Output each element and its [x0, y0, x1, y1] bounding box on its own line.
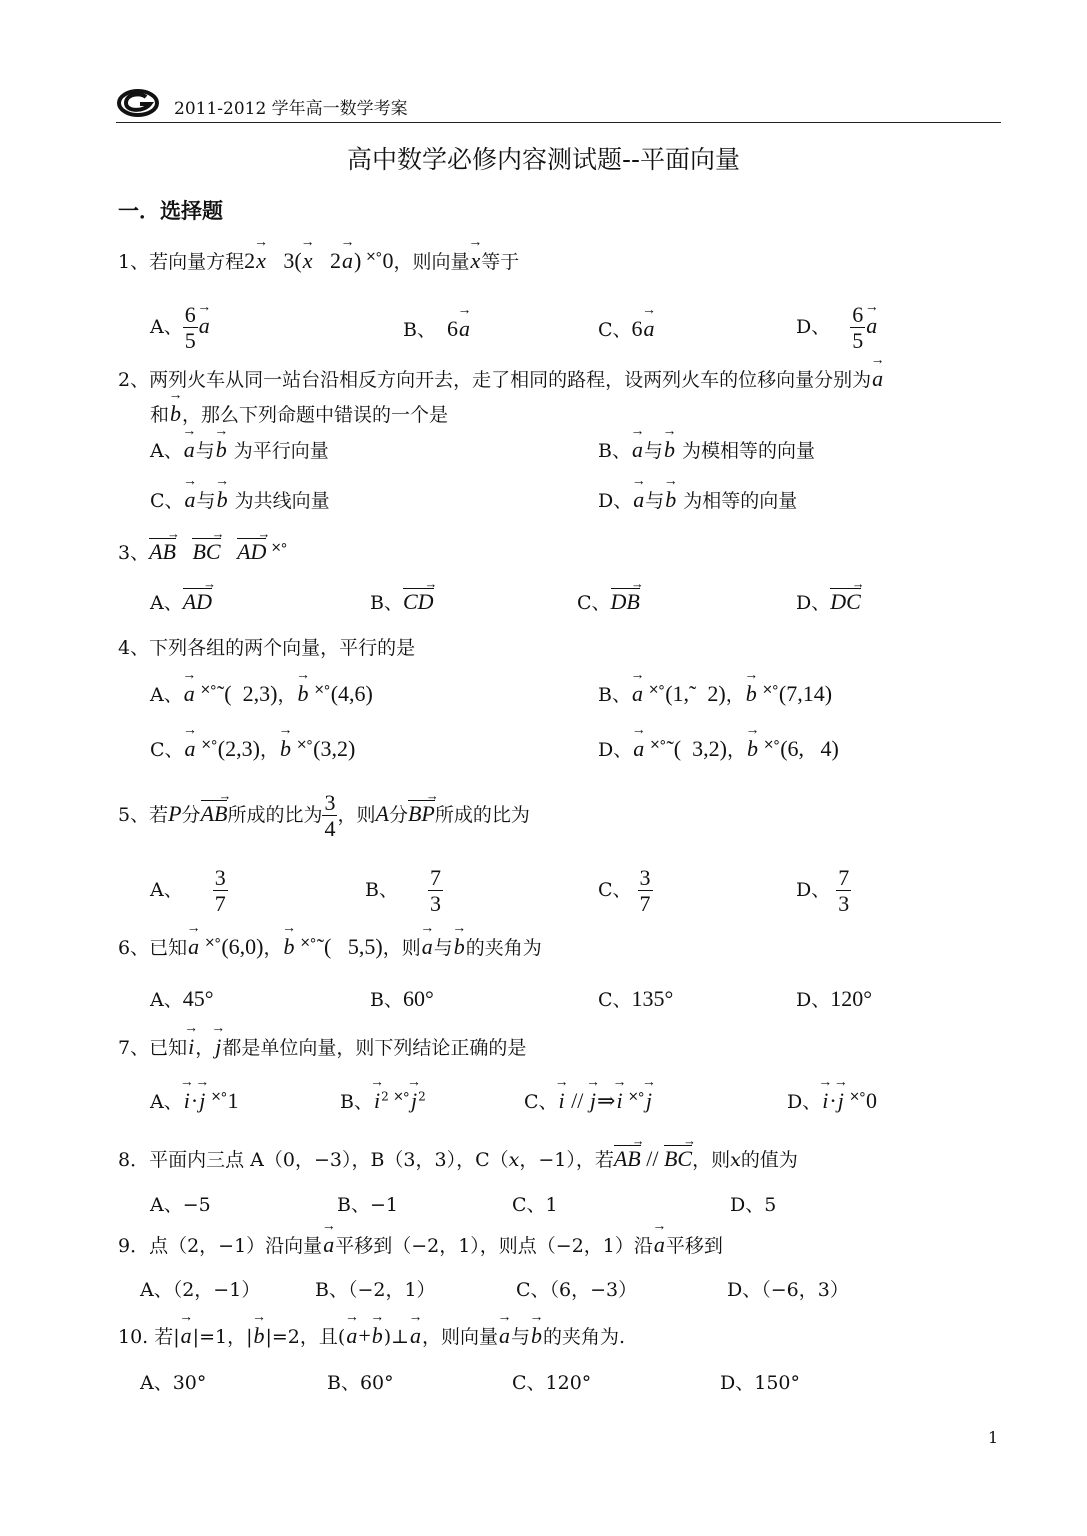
q5-option-c: C、 $\frac{3}{7}$ [598, 865, 651, 917]
header-text: 2011-2012 学年高一数学考案 [174, 99, 408, 119]
q4-option-d: D、→ a ˟˚˜( 3,2)，→ b ˟˚(6, 4) [598, 735, 839, 762]
q2-option-c: C、→ a与→ b 为共线向量 [150, 486, 330, 513]
question-2: 2、两列火车从同一站台沿相反方向开去，走了相同的路程，设两列火车的位移向量分别为→ a [118, 365, 884, 392]
q6-option-a: A、45° [150, 986, 214, 1011]
q9-option-b: B、（−2，1） [315, 1279, 436, 1301]
q10-option-d: D、150° [720, 1372, 800, 1394]
q3-option-a: A、AD → [150, 588, 212, 615]
q10-option-b: B、60° [327, 1372, 394, 1394]
q8-option-a: A、−5 [150, 1194, 211, 1216]
q4-option-b: B、→ a ˟˚(1,˜ 2)，→ b ˟˚(7,14) [598, 680, 832, 707]
q3-option-d: D、DC → [796, 588, 861, 615]
q1-option-d: D、 $\frac{6}{5}$ → a [796, 302, 878, 354]
q9-option-d: D、（−6，3） [727, 1279, 849, 1301]
question-7: 7、已知→ i，→ j都是单位向量，则下列结论正确的是 [118, 1033, 526, 1060]
q2-option-d: D、→ a与→ b 为相等的向量 [598, 486, 797, 513]
q2-option-b: B、→ a与→ b 为模相等的向量 [598, 436, 815, 463]
question-6: 6、已知→ a ˟˚(6,0)，→ b ˟˚˜( 5,5)，则→ a与→ b的夹角为 [118, 933, 542, 960]
question-4: 4、下列各组的两个向量，平行的是 [118, 637, 416, 659]
q4-option-a: A、→ a ˟˚˜( 2,3)，→ b ˟˚(4,6) [150, 680, 373, 707]
q6-option-d: D、120° [796, 986, 873, 1011]
section-heading: 一．选择题 [118, 199, 223, 223]
q9-option-a: A、（2，−1） [140, 1279, 261, 1301]
q1-option-a: A、 $\frac{6}{5}$ → a [150, 302, 211, 354]
q1-option-c: C、6→ a [598, 315, 656, 342]
q5-option-a: A、 $\frac{3}{7}$ [150, 865, 226, 917]
q8-option-d: D、5 [730, 1194, 777, 1216]
q8-option-b: B、−1 [337, 1194, 398, 1216]
q8-option-c: C、1 [512, 1194, 558, 1216]
q6-option-b: B、60° [370, 986, 434, 1011]
q10-option-a: A、30° [140, 1372, 207, 1394]
q9-option-c: C、（6，−3） [516, 1279, 638, 1301]
q5-option-b: B、 $\frac{7}{3}$ [365, 865, 441, 917]
q5-option-d: D、 $\frac{7}{3}$ [796, 865, 850, 917]
q7-option-d: D、→ i·→ j ˟˚0 [787, 1087, 877, 1114]
q3-option-c: C、DB → [577, 588, 640, 615]
page-number: 1 [988, 1428, 999, 1447]
question-2-line2: 和→ b，那么下列命题中错误的一个是 [150, 400, 448, 427]
q6-option-c: C、135° [598, 986, 674, 1011]
q7-option-c: C、→ i // → j⇒→ i ˟˚→ j [524, 1087, 653, 1114]
logo-icon [116, 88, 164, 118]
q1-option-b: B、 6→ a [403, 315, 471, 342]
question-9: 9．点（2，−1）沿向量→ a平移到（−2，1），则点（−2，1）沿→ a平移到 [118, 1231, 723, 1258]
q7-option-a: A、→ i·→ j ˟˚1 [150, 1087, 239, 1114]
page-title: 高中数学必修内容测试题--平面向量 [346, 145, 741, 174]
q2-option-a: A、→ a与→ b 为平行向量 [150, 436, 329, 463]
question-3: 3、AB → BC → AD → ˟˚ [118, 538, 288, 565]
q10-option-c: C、120° [512, 1372, 592, 1394]
q7-option-b: B、→ $i^2$ ˟˚→ $j^2$ [340, 1087, 426, 1114]
q4-option-c: C、→ a ˟˚(2,3)，→ b ˟˚(3,2) [150, 735, 355, 762]
page-header [116, 86, 1001, 123]
question-5: 5、若P分AB →所成的比为 $\frac{3}{4}$ ，则A分BP →所成的比为 [118, 790, 530, 842]
question-8: 8．平面内三点 A（0，−3），B（3，3），C（x，−1），若AB → // BC →，则x的值为 [118, 1145, 798, 1172]
question-10: 10. 若|→ a|=1，|→ b|=2，且(→ a+→ b)⊥→ a，则向量→ a与→ b的夹角为. [118, 1322, 625, 1349]
q3-option-b: B、CD → [370, 588, 434, 615]
question-1: 1、若向量方程2→ x 3(→ x 2→ a) ˟˚0，则向量→ x等于 [118, 247, 519, 274]
